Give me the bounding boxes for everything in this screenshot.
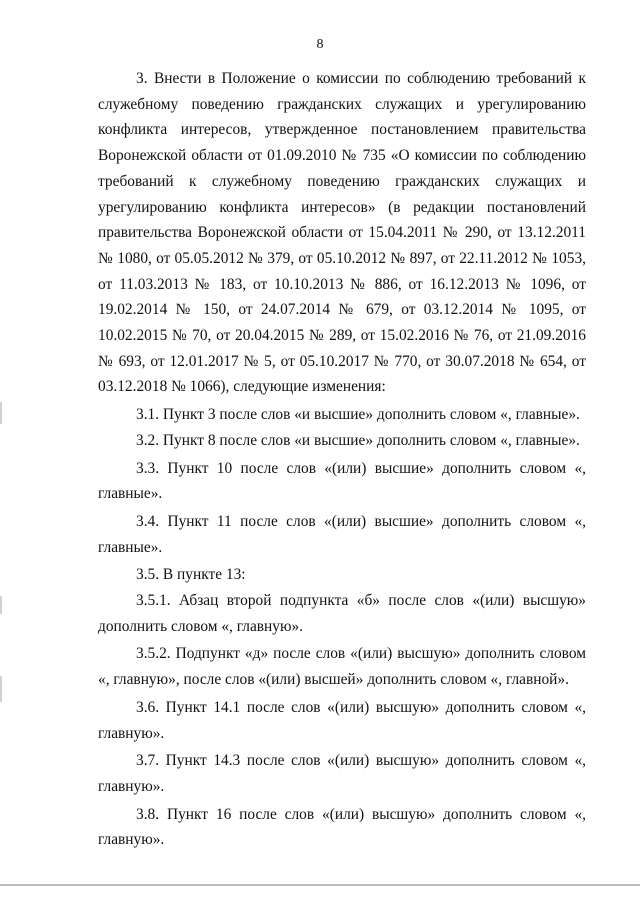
paragraph-3-5-1: 3.5.1. Абзац второй подпункта «б» после слов «(или) высшую» дополнить словом «, главную». <box>98 592 586 635</box>
paragraph-3-5-2: 3.5.2. Подпункт «д» после слов «(или) высшую» дополнить словом «, главную», после слов «(или) высшей» дополнить словом «, главной». <box>98 645 586 689</box>
paragraph-3-1: 3.1. Пункт 3 после слов «и высшие» дополнить словом «, главные». <box>136 406 580 424</box>
paragraph-3-7: 3.7. Пункт 14.3 после слов «(или) высшую» дополнить словом «, главную». <box>98 752 586 795</box>
scan-edge-mark <box>0 402 2 424</box>
document-body <box>98 66 586 853</box>
scan-edge-mark <box>0 676 2 702</box>
paragraph-3-4: 3.4. Пункт 11 после слов «(или) высшие» дополнить словом «, главные». <box>98 512 586 556</box>
paragraph-3-3: 3.3. Пункт 10 после слов «(или) высшие» дополнить словом «, главные». <box>98 459 586 503</box>
paragraph-3-5: 3.5. В пункте 13: <box>136 566 246 584</box>
paragraph-3-6: 3.6. Пункт 14.1 после слов «(или) высшую» дополнить словом «, главную». <box>98 698 586 742</box>
paragraph-3-intro: 3. Внести в Положение о комиссии по соблюдению требований к служебному поведению гражданских служащих и урегулированию конфликта интересов, утвержденное постановлением правительства Воронежской области от 01.09.2010 № 735 «О комиссии по соблюдению требований к служебному поведению гражданских служащих и урегулированию конфликта интересов» (в редакции постановлений правительства Воронежской области от 15.04.2011 № 290, от 13.12.2011 № 1080, от 05.05.2012 № 379, от 05.10.2012 № 897, от 22.11.2012 № 1053, от 11.03.2013 № 183, от 10.10.2013 № 886, от 16.12.2013 № 1096, от 19.02.2014 № 150, от 24.07.2014 № 679, от 03.12.2014 № 1095, от 10.02.2015 № 70, от 20.04.2015 № 289, от 15.02.2016 № 76, от 21.09.2016 № 693, от 12.01.2017 № 5, от 05.10.2017 № 770, от 30.07.2018 № 654, от 03.12.2018 № 1066), следующие изменения: <box>98 70 586 396</box>
page-number: 8 <box>316 37 324 52</box>
paragraph-3-8: 3.8. Пункт 16 после слов «(или) высшую» дополнить словом «, главную». <box>98 805 586 849</box>
scan-edge-mark <box>0 596 2 614</box>
scan-bottom-edge <box>0 884 640 886</box>
paragraph-3-2: 3.2. Пункт 8 после слов «и высшие» дополнить словом «, главные». <box>136 431 580 449</box>
